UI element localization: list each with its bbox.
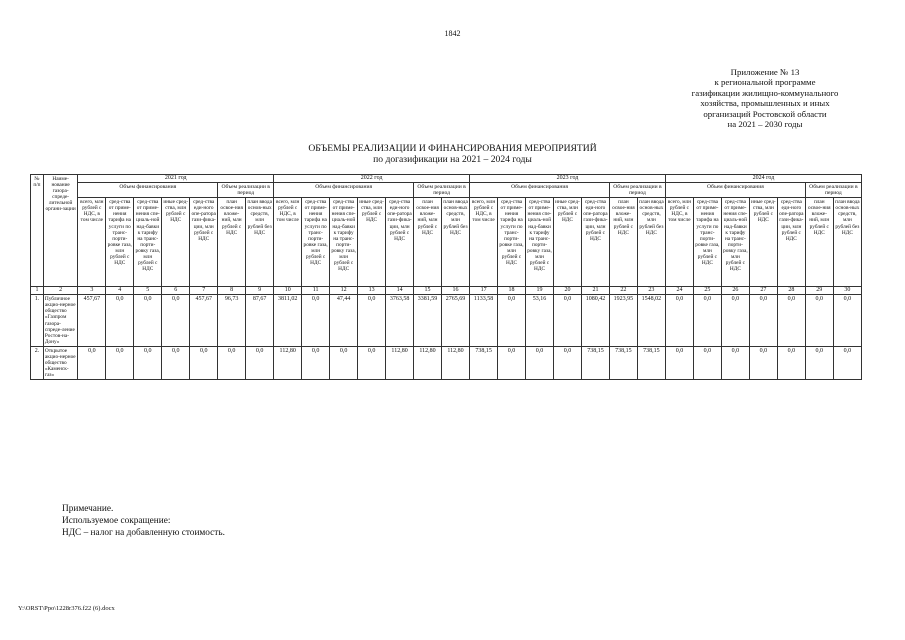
column-header-operator: сред-ства еди-ного опе-ратора гази-фика-ции, млн рублей с НДС — [777, 198, 805, 287]
column-header-plan_inv: план освое-ния вложе-ний, млн рублей с НДС — [218, 198, 246, 287]
column-number: 24 — [665, 287, 693, 295]
column-number: 7 — [190, 287, 218, 295]
value-cell: 0,0 — [665, 295, 693, 347]
header-row-columns — [31, 198, 862, 287]
value-cell: 96,73 — [218, 295, 246, 347]
financing-group-header: Объем финансирования — [665, 182, 805, 197]
column-number: 10 — [274, 287, 302, 295]
column-header-plan_input: план ввода основ-ных средств, млн рублей без НДС — [833, 198, 861, 287]
column-number: 26 — [721, 287, 749, 295]
column-header-other: иные сред-ства, млн рублей с НДС — [553, 198, 581, 287]
column-number: 13 — [358, 287, 386, 295]
column-number: 3 — [78, 287, 106, 295]
value-cell: 0,0 — [777, 346, 805, 379]
realization-group-header: Объем реализации в период — [218, 182, 274, 197]
value-cell: 0,0 — [526, 346, 554, 379]
year-header: 2023 год — [470, 175, 666, 183]
value-cell: 0,0 — [358, 346, 386, 379]
column-number: 22 — [609, 287, 637, 295]
column-number: 25 — [693, 287, 721, 295]
appendix-line: Приложение № 13 — [730, 67, 800, 77]
value-cell: 0,0 — [106, 295, 134, 347]
column-number: 14 — [386, 287, 414, 295]
value-cell: 0,0 — [134, 295, 162, 347]
value-cell: 47,44 — [330, 295, 358, 347]
value-cell: 0,0 — [162, 346, 190, 379]
col-name-header: Наиме-нование газора-спреде-лительной органи-зации — [43, 175, 77, 287]
note-heading: Примечание. — [62, 504, 114, 514]
column-number: 29 — [805, 287, 833, 295]
financing-group-header: Объем финансирования — [274, 182, 414, 197]
column-number: 6 — [162, 287, 190, 295]
value-cell: 0,0 — [330, 346, 358, 379]
value-cell: 738,15 — [581, 346, 609, 379]
note-abbrev-heading: Используемое сокращение: — [62, 516, 171, 527]
value-cell: 3381,59 — [414, 295, 442, 347]
year-header: 2022 год — [274, 175, 470, 183]
value-cell: 738,15 — [637, 346, 665, 379]
value-cell: 53,16 — [526, 295, 554, 347]
column-header-plan_input: план ввода основ-ных средств, млн рублей без НДС — [442, 198, 470, 287]
column-number: 12 — [330, 287, 358, 295]
column-number: 17 — [470, 287, 498, 295]
table-row — [31, 346, 862, 379]
appendix-line: хозяйства, промышленных и иных — [700, 98, 830, 109]
value-cell: 0,0 — [106, 346, 134, 379]
column-number: 9 — [246, 287, 274, 295]
value-cell: 0,0 — [78, 346, 106, 379]
value-cell: 0,0 — [805, 295, 833, 347]
column-number: 15 — [414, 287, 442, 295]
appendix-header — [640, 67, 890, 129]
year-header: 2021 год — [78, 175, 274, 183]
value-cell: 1923,95 — [609, 295, 637, 347]
financing-group-header: Объем финансирования — [470, 182, 610, 197]
value-cell: 112,80 — [414, 346, 442, 379]
value-cell: 0,0 — [777, 295, 805, 347]
appendix-line: к региональной программе — [714, 77, 816, 88]
value-cell: 112,80 — [442, 346, 470, 379]
column-number: 18 — [498, 287, 526, 295]
column-header-other: иные сред-ства, млн рублей с НДС — [358, 198, 386, 287]
column-header-total: всего, млн рублей с НДС, в том числе — [665, 198, 693, 287]
column-header-premium: сред-ства от приме-нения спе-циаль-ной над-бавки к тарифу на транс-порти-ровку газа, млн рублей с НДС — [721, 198, 749, 287]
value-cell: 0,0 — [218, 346, 246, 379]
column-header-tariff: сред-ства от приме-нения тарифа на услуги по транс-порти-ровке газа, млн рублей с НДС — [106, 198, 134, 287]
value-cell: 457,67 — [78, 295, 106, 347]
value-cell: 0,0 — [805, 346, 833, 379]
appendix-line: газификации жилищно-коммунального — [691, 87, 839, 98]
column-header-plan_inv: план освое-ния вложе-ний, млн рублей с НДС — [805, 198, 833, 287]
column-number: 11 — [302, 287, 330, 295]
value-cell: 0,0 — [833, 346, 861, 379]
page-number: 1842 — [444, 29, 461, 38]
appendix-line: организаций Ростовской области — [703, 108, 827, 119]
column-header-plan_inv: план освое-ния вложе-ний, млн рублей с НДС — [609, 198, 637, 287]
value-cell: 0,0 — [553, 346, 581, 379]
column-header-plan_input: план ввода основ-ных средств, млн рублей без НДС — [246, 198, 274, 287]
header-row-numbers — [31, 287, 862, 295]
value-cell: 0,0 — [190, 346, 218, 379]
realization-group-header: Объем реализации в период — [609, 182, 665, 197]
value-cell: 457,67 — [190, 295, 218, 347]
value-cell: 0,0 — [693, 346, 721, 379]
column-number: 5 — [134, 287, 162, 295]
value-cell: 0,0 — [721, 295, 749, 347]
value-cell: 0,0 — [134, 346, 162, 379]
column-header-operator: сред-ства еди-ного опе-ратора гази-фика-ции, млн рублей с НДС — [581, 198, 609, 287]
column-header-tariff: сред-ства от приме-нения тарифа на услуги по транс-порти-ровке газа, млн рублей с НДС — [693, 198, 721, 287]
value-cell: 0,0 — [749, 346, 777, 379]
table-body — [31, 175, 862, 380]
table-row — [31, 295, 862, 347]
column-header-tariff: сред-ства от приме-нения тарифа на услуги по транс-порти-ровке газа, млн рублей с НДС — [302, 198, 330, 287]
note-abbrev-nds: НДС – налог на добавленную стоимость. — [62, 528, 225, 539]
value-cell: 3763,58 — [386, 295, 414, 347]
value-cell: 2765,69 — [442, 295, 470, 347]
value-cell: 0,0 — [833, 295, 861, 347]
column-number: 1 — [31, 287, 44, 295]
value-cell: 0,0 — [693, 295, 721, 347]
header-row-groups — [31, 182, 862, 197]
column-number: 21 — [581, 287, 609, 295]
notes — [62, 503, 225, 540]
value-cell: 0,0 — [553, 295, 581, 347]
column-header-other: иные сред-ства, млн рублей с НДС — [749, 198, 777, 287]
realization-group-header: Объем реализации в период — [805, 182, 861, 197]
column-number: 30 — [833, 287, 861, 295]
column-number: 28 — [777, 287, 805, 295]
column-number: 8 — [218, 287, 246, 295]
value-cell: 0,0 — [358, 295, 386, 347]
column-header-operator: сред-ства еди-ного опе-ратора гази-фика-ции, млн рублей с НДС — [386, 198, 414, 287]
document-title — [0, 143, 905, 165]
row-number: 1. — [31, 295, 44, 347]
value-cell: 0,0 — [498, 295, 526, 347]
column-number: 27 — [749, 287, 777, 295]
value-cell: 87,67 — [246, 295, 274, 347]
year-header: 2024 год — [665, 175, 861, 183]
column-header-tariff: сред-ства от приме-нения тарифа на услуги по транс-порти-ровке газа, млн рублей с НДС — [498, 198, 526, 287]
column-number: 20 — [553, 287, 581, 295]
column-number: 19 — [526, 287, 554, 295]
value-cell: 0,0 — [721, 346, 749, 379]
value-cell: 3811,02 — [274, 295, 302, 347]
value-cell: 112,80 — [274, 346, 302, 379]
appendix-line: на 2021 – 2030 годы — [727, 119, 803, 130]
column-header-total: всего, млн рублей с НДС, в том числе — [274, 198, 302, 287]
organization-name: Публичное акцио-нерное общество «Газпром газора-спреде-ление Ростов-на-Дону» — [43, 295, 77, 347]
value-cell: 0,0 — [302, 295, 330, 347]
realization-group-header: Объем реализации в период — [414, 182, 470, 197]
value-cell: 0,0 — [665, 346, 693, 379]
column-header-premium: сред-ства от приме-нения спе-циаль-ной над-бавки к тарифу на транс-порти-ровку газа, млн рублей с НДС — [526, 198, 554, 287]
value-cell: 0,0 — [246, 346, 274, 379]
column-header-operator: сред-ства еди-ного опе-ратора гази-фика-ции, млн рублей с НДС — [190, 198, 218, 287]
column-header-plan_input: план ввода основ-ных средств, млн рублей без НДС — [637, 198, 665, 287]
column-header-premium: сред-ства от приме-нения спе-циаль-ной над-бавки к тарифу на транс-порти-ровку газа, млн рублей с НДС — [330, 198, 358, 287]
title-line-1: ОБЪЕМЫ РЕАЛИЗАЦИИ И ФИНАНСИРОВАНИЯ МЕРОПРИЯТИЙ — [308, 143, 597, 154]
file-path-footer: Y:\ORST\Ppo\1228r376.f22 (6).docx — [18, 605, 115, 612]
value-cell: 112,80 — [386, 346, 414, 379]
value-cell: 1548,02 — [637, 295, 665, 347]
value-cell: 738,15 — [609, 346, 637, 379]
col-no-header: № п/п — [31, 175, 44, 287]
value-cell: 738,15 — [470, 346, 498, 379]
value-cell: 0,0 — [302, 346, 330, 379]
column-header-other: иные сред-ства, млн рублей с НДС — [162, 198, 190, 287]
column-number: 2 — [43, 287, 77, 295]
column-header-premium: сред-ства от приме-нения спе-циаль-ной над-бавки к тарифу на транс-порти-ровку газа, млн рублей с НДС — [134, 198, 162, 287]
value-cell: 1133,58 — [470, 295, 498, 347]
column-number: 16 — [442, 287, 470, 295]
column-header-total: всего, млн рублей с НДС, в том числе — [470, 198, 498, 287]
header-row-years — [31, 175, 862, 183]
financing-group-header: Объем финансирования — [78, 182, 218, 197]
value-cell: 0,0 — [749, 295, 777, 347]
column-header-plan_inv: план освое-ния вложе-ний, млн рублей с НДС — [414, 198, 442, 287]
financing-table — [30, 174, 862, 380]
column-header-total: всего, млн рублей с НДС, в том числе — [78, 198, 106, 287]
value-cell: 0,0 — [162, 295, 190, 347]
column-number: 23 — [637, 287, 665, 295]
value-cell: 1080,42 — [581, 295, 609, 347]
value-cell: 0,0 — [498, 346, 526, 379]
column-number: 4 — [106, 287, 134, 295]
row-number: 2. — [31, 346, 44, 379]
title-line-2: по догазификации на 2021 – 2024 годы — [373, 154, 532, 165]
organization-name: Открытое акцио-нерное общество «Каменск-газ» — [43, 346, 77, 379]
